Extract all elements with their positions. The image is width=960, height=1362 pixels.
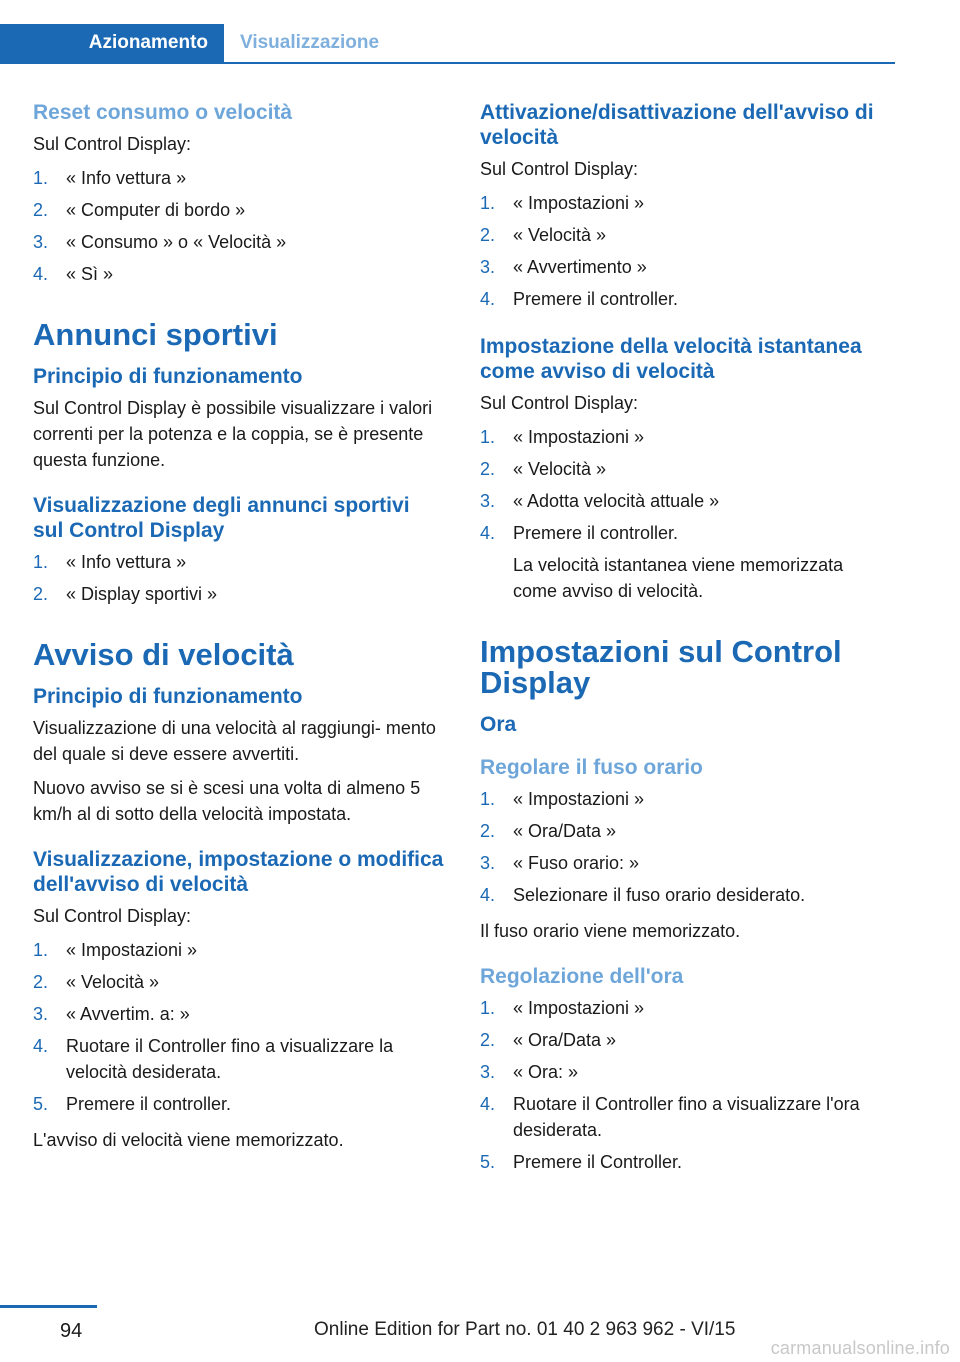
list-item: 3. « Adotta velocità attuale » bbox=[480, 491, 720, 511]
steps-list bbox=[33, 165, 445, 287]
list-item: 5. Premere il controller. bbox=[33, 1094, 232, 1114]
list-item: 4. « Sì » bbox=[33, 264, 114, 284]
list-item: 2. « Ora/Data » bbox=[480, 1030, 617, 1050]
paragraph: Nuovo avviso se si è scesi una volta di almeno 5 km/h al di sotto della velocità impostata. bbox=[33, 778, 421, 824]
list-item: 2. « Ora/Data » bbox=[480, 821, 617, 841]
list-item: 4. Ruotare il Controller fino a visualizzare la velocità desiderata. bbox=[33, 1036, 394, 1082]
list-item: 3. « Avvertim. a: » bbox=[33, 1004, 190, 1024]
list-item: 1. « Info vettura » bbox=[33, 552, 187, 572]
steps-list bbox=[480, 190, 892, 312]
list-item: 1. « Impostazioni » bbox=[480, 998, 645, 1018]
subheading-fuso-orario: Regolare il fuso orario bbox=[480, 756, 703, 779]
list-item: 3. « Consumo » o « Velocità » bbox=[33, 232, 287, 252]
subheading-visualizzazione-annunci: Visualizzazione degli annunci sportivi sul Control Display bbox=[33, 494, 410, 542]
result-text: Il fuso orario viene memorizzato. bbox=[480, 921, 741, 941]
watermark: carmanualsonline.info bbox=[770, 1338, 950, 1358]
intro-text: Sul Control Display: bbox=[33, 134, 192, 154]
list-item: 2. « Computer di bordo » bbox=[33, 200, 246, 220]
heading-impostazioni-control-display: Impostazioni sul Control Display bbox=[480, 634, 842, 700]
right-column bbox=[480, 100, 892, 1185]
list-item: 4. Ruotare il Controller fino a visualizzare l'ora desiderata. bbox=[480, 1094, 860, 1140]
subheading-principio: Principio di funzionamento bbox=[33, 365, 303, 388]
list-item: 3. « Fuso orario: » bbox=[480, 853, 640, 873]
heading-attivazione-avviso: Attivazione/disattivazione dell'avviso di velocità bbox=[480, 101, 874, 149]
edition-text: Online Edition for Part no. 01 40 2 963 962 - VI/15 bbox=[314, 1319, 736, 1340]
subheading-regolazione-ora: Regolazione dell'ora bbox=[480, 965, 684, 988]
header-tabbar bbox=[0, 24, 895, 64]
list-item: 1. « Info vettura » bbox=[33, 168, 187, 188]
page-number: 94 bbox=[60, 1320, 83, 1342]
list-item: 4. Premere il controller. La velocità istantanea viene memorizzata come avviso di velocità. bbox=[480, 520, 892, 604]
list-item: 1. « Impostazioni » bbox=[480, 427, 645, 447]
list-item: 5. Premere il Controller. bbox=[480, 1152, 683, 1172]
list-item: 2. « Velocità » bbox=[480, 459, 607, 479]
list-item: 3. « Ora: » bbox=[480, 1062, 579, 1082]
steps-list bbox=[480, 786, 892, 908]
list-item: 2. « Velocità » bbox=[33, 972, 160, 992]
heading-annunci-sportivi: Annunci sportivi bbox=[33, 317, 278, 352]
list-item: 1. « Impostazioni » bbox=[33, 940, 198, 960]
list-item: 1. « Impostazioni » bbox=[480, 789, 645, 809]
intro-text: Sul Control Display: bbox=[480, 159, 639, 179]
heading-impostazione-velocita-istantanea: Impostazione della velocità istantanea come avviso di velocità bbox=[480, 335, 862, 383]
steps-list bbox=[33, 937, 445, 1117]
intro-text: Sul Control Display: bbox=[480, 393, 639, 413]
subheading-principio: Principio di funzionamento bbox=[33, 685, 303, 708]
steps-list bbox=[33, 549, 445, 607]
steps-list bbox=[480, 995, 892, 1175]
footer-rule bbox=[0, 1305, 97, 1308]
list-item: 3. « Avvertimento » bbox=[480, 257, 647, 277]
subheading-ora: Ora bbox=[480, 713, 517, 736]
list-item: 1. « Impostazioni » bbox=[480, 193, 645, 213]
heading-avviso-velocita: Avviso di velocità bbox=[33, 637, 294, 672]
heading-reset-consumo: Reset consumo o velocità bbox=[33, 101, 293, 124]
paragraph: Sul Control Display è possibile visualizzare i valori correnti per la potenza e la coppia, se è presente questa funzione. bbox=[33, 398, 433, 470]
tab-azionamento[interactable]: Azionamento bbox=[0, 24, 224, 62]
steps-list bbox=[480, 424, 892, 604]
list-item: 4. Premere il controller. bbox=[480, 289, 679, 309]
list-item: 2. « Velocità » bbox=[480, 225, 607, 245]
step-note: La velocità istantanea viene memorizzata come avviso di velocità. bbox=[513, 555, 844, 601]
result-text: L'avviso di velocità viene memorizzato. bbox=[33, 1130, 344, 1150]
tab-visualizzazione[interactable]: Visualizzazione bbox=[240, 32, 380, 53]
subheading-visualizzazione-impostazione: Visualizzazione, impostazione o modifica dell'avviso di velocità bbox=[33, 848, 444, 896]
list-item: 4. Selezionare il fuso orario desiderato. bbox=[480, 885, 806, 905]
paragraph: Visualizzazione di una velocità al raggiungi- mento del quale si deve essere avvertiti. bbox=[33, 718, 436, 764]
list-item: 2. « Display sportivi » bbox=[33, 584, 218, 604]
intro-text: Sul Control Display: bbox=[33, 906, 192, 926]
left-column bbox=[33, 100, 445, 1161]
